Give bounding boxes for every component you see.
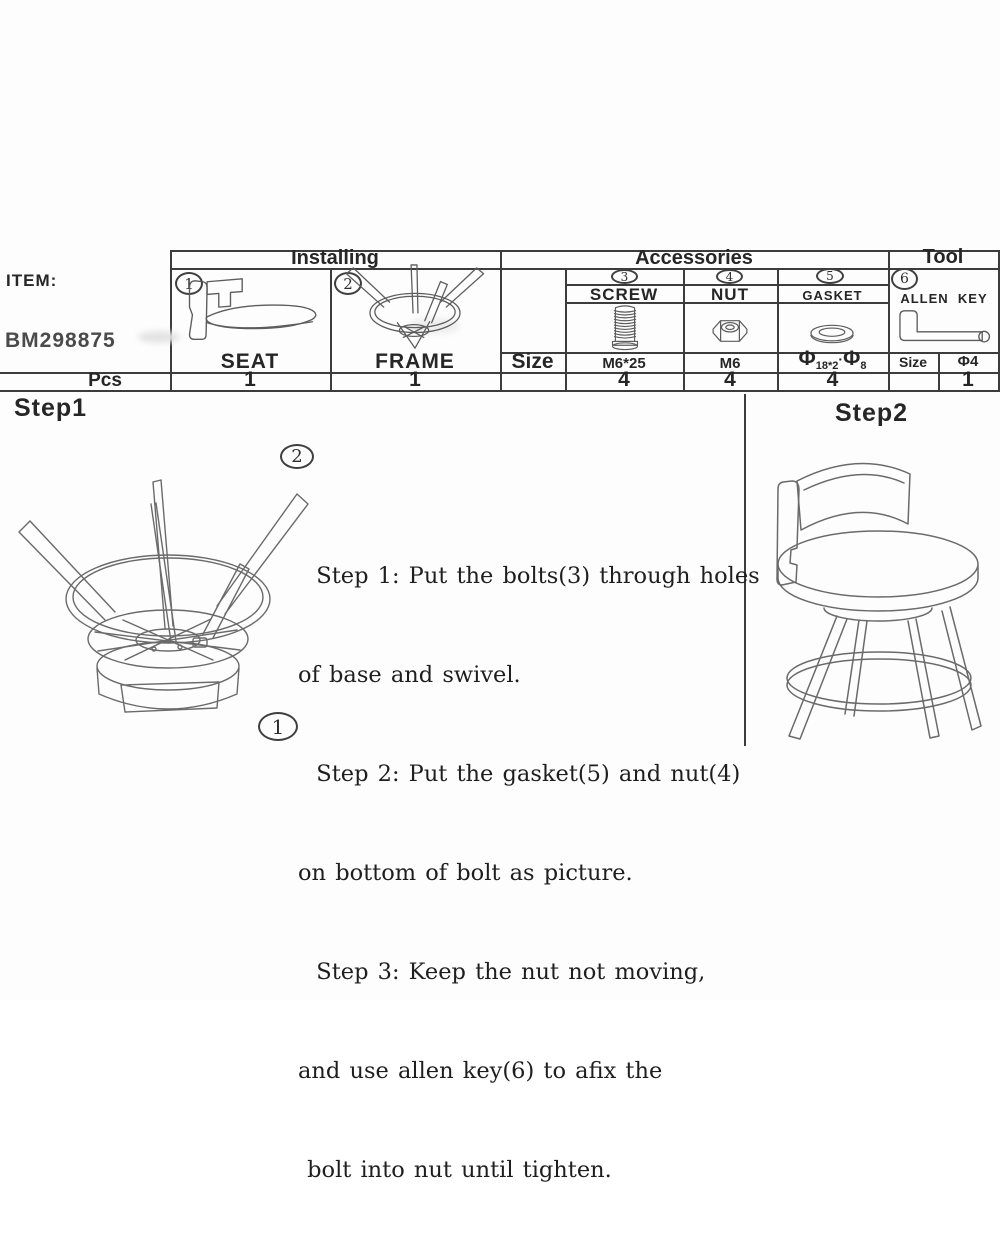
gasket-size-phi2: Φ — [843, 347, 861, 370]
screw-icon — [599, 303, 651, 351]
nut-size: M6 — [719, 355, 741, 372]
header-tool: Tool — [922, 246, 964, 268]
seat-icon — [176, 272, 324, 352]
label-frame: FRAME — [375, 350, 455, 373]
assembly-instructions — [298, 494, 760, 1253]
instruction-line: bolt into nut until tighten. — [298, 1157, 612, 1183]
header-accessories: Accessories — [635, 247, 753, 269]
step1-frame-callout-2: 2 — [280, 444, 314, 469]
size-row-label: Size — [511, 350, 554, 373]
step2-finished-stool-drawing — [758, 448, 990, 748]
label-nut: NUT — [711, 285, 749, 304]
circled-number-2: 2 — [334, 272, 362, 295]
frame-pcs: 1 — [409, 368, 421, 391]
step2-title: Step2 — [834, 399, 909, 427]
instruction-line: on bottom of bolt as picture. — [298, 860, 633, 886]
seat-pcs: 1 — [244, 368, 256, 391]
step1-frame-assembly-drawing — [5, 442, 335, 722]
label-gasket: GASKET — [802, 288, 863, 303]
pcs-row-label: Pcs — [88, 370, 122, 391]
tool-size: Φ4 — [957, 353, 979, 370]
gasket-size-sub1: 18*2 — [815, 360, 839, 372]
step1-title: Step1 — [14, 394, 88, 422]
frame-icon — [336, 262, 494, 356]
gasket-size-phi1: Φ — [798, 347, 816, 370]
label-allen-key: ALLEN KEY — [900, 291, 988, 306]
scan-smudge — [138, 331, 180, 343]
circled-number-1: 1 — [175, 272, 203, 295]
header-installing: Installing — [291, 247, 379, 269]
instruction-line: Step 2: Put the gasket(5) and nut(4) — [298, 761, 741, 787]
gasket-icon — [806, 323, 858, 345]
instruction-line: Step 1: Put the bolts(3) through holes — [298, 563, 760, 589]
instruction-line: of base and swivel. — [298, 662, 521, 688]
gasket-size-separator: · — [838, 351, 844, 367]
circled-number-5: 5 — [816, 268, 844, 284]
instruction-line: and use allen key(6) to afix the — [298, 1058, 663, 1084]
table-vline-accessories-tool — [888, 250, 890, 392]
allen-key-icon — [892, 306, 994, 350]
item-label: ITEM: — [6, 271, 58, 290]
nut-icon — [709, 316, 751, 346]
screw-size: M6*25 — [602, 355, 646, 372]
circled-number-3: 3 — [611, 269, 638, 284]
circled-number-4: 4 — [716, 269, 743, 284]
tool-size-label: Size — [898, 354, 927, 370]
label-seat: SEAT — [220, 350, 280, 373]
screw-pcs: 4 — [618, 368, 630, 391]
gasket-size — [777, 348, 888, 370]
nut-pcs: 4 — [724, 368, 736, 391]
tool-pcs: 1 — [962, 368, 974, 391]
gasket-pcs: 4 — [826, 368, 839, 391]
circled-number-6: 6 — [891, 268, 918, 290]
item-code: BM298875 — [5, 329, 116, 352]
instruction-line: Step 3: Keep the nut not moving, — [298, 959, 706, 985]
gasket-size-sub2: 8 — [860, 360, 867, 372]
step1-seat-callout-1: 1 — [258, 712, 298, 741]
label-screw: SCREW — [589, 285, 659, 304]
